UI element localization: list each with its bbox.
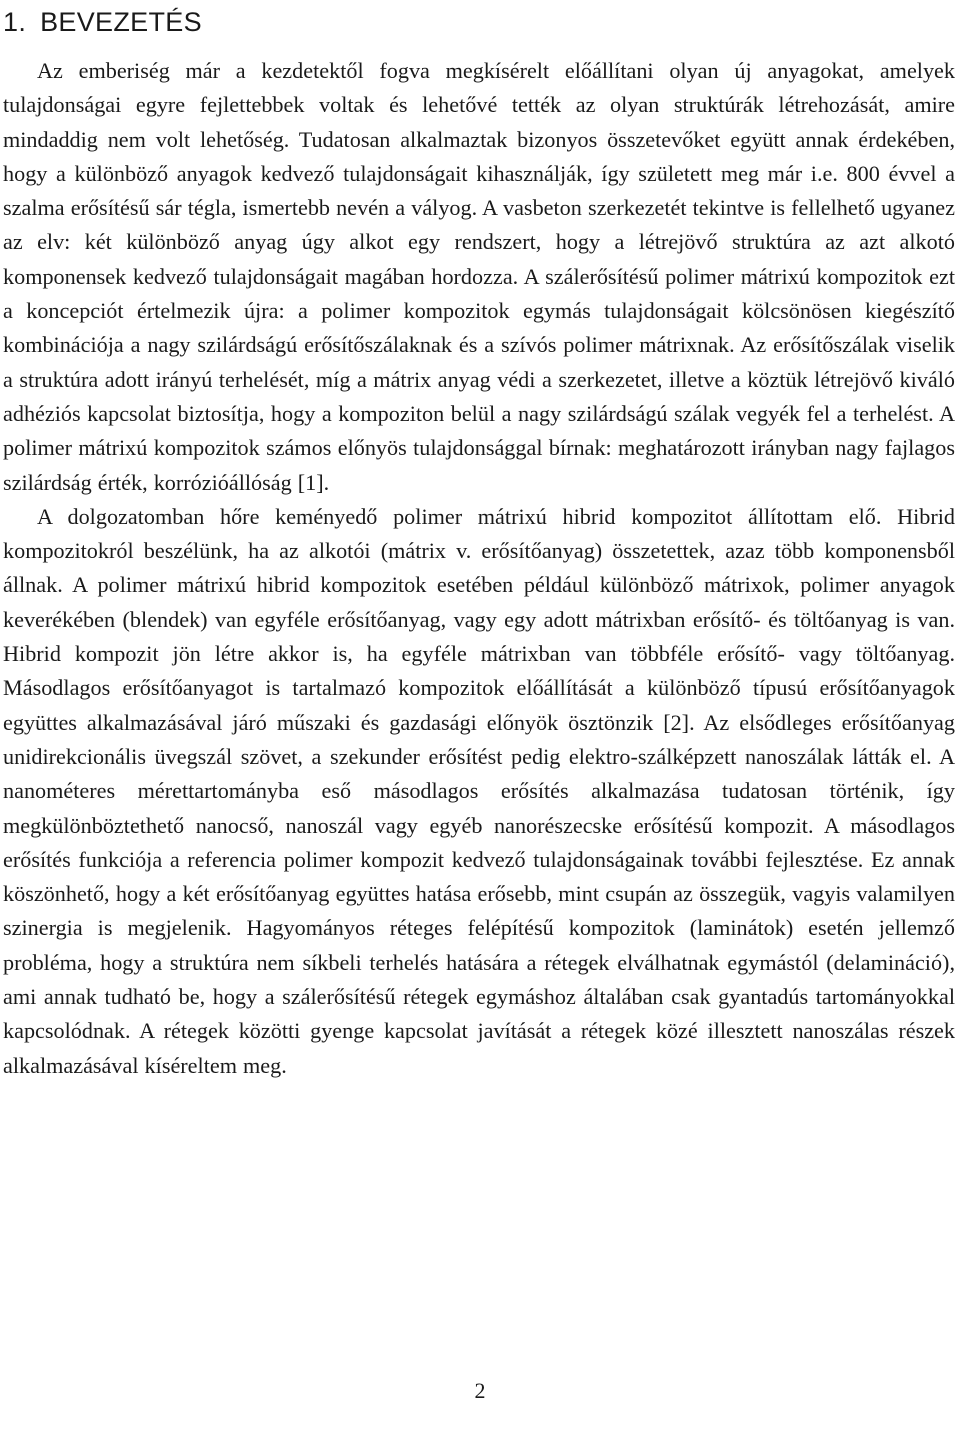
paragraph-hybrid-composites: A dolgozatomban hőre keményedő polimer mátrixú hibrid kompozitot állítottam elő. Hibrid kompozitokról beszélünk, ha az alkotói (mátrix v. erősítőanyag) összetettek, azaz több komponensből állnak. A polimer mátrixú hibrid kompozitok esetében például különböző mátrixok, polimer anyagok keverékében (blendek) van egyféle erősítőanyag, vagy egy adott mátrixban erősítő- és töltőanyag is van. Hibrid kompozit jön létre akkor is, ha egyféle mátrixban van többféle erősítő- vagy töltőanyag. Másodlagos erősítőanyagot is tartalmazó kompozitok előállítását a különböző típusú erősítőanyagok együttes alkalmazásával járó műszaki és gazdasági előnyök ösztönzik [2]. Az elsődleges erősítőanyag unidirekcionális üvegszál szövet, a szekunder erősítést pedig elektro-szálképzett nanoszálak látták el. A nanométeres mérettartományba eső másodlagos erősítés alkalmazása tudatosan történik, így megkülönböztethető nanocső, nanoszál vagy egyéb nanorészecske erősítésű kompozit. A másodlagos erősítés funkciója a referencia polimer kompozit kedvező tulajdonságainak további fejlesztése. Ez annak köszönhető, hogy a két erősítőanyag együttes hatása erősebb, mint csupán az összegük, vagyis valamilyen szinergia is megjelenik. Hagyományos réteges felépítésű kompozitok (laminátok) esetén jellemző probléma, hogy a struktúra nem síkbeli terhelés hatására a rétegek elválhatnak egymástól (delamináció), ami annak tudható be, hogy a szálerősítésű rétegek egymáshoz általában csak gyantadús tartományokkal kapcsolódnak. A rétegek közötti gyenge kapcsolat javítását a rétegek közé illesztett nanoszálas részek alkalmazásával kíséreltem meg. xyxy=(3,503,955,1078)
page-number: 2 xyxy=(474,1378,486,1403)
section-heading xyxy=(3,0,955,42)
paragraph-intro: Az emberiség már a kezdetektől fogva megkísérelt előállítani olyan új anyagokat, amelyek tulajdonságai egyre fejlettebbek voltak és lehetővé tették az olyan struktúrák létrehozását, amire mindaddig nem volt lehetőség. Tudatosan alkalmaztak bizonyos összetevőket együtt annak érdekében, hogy a különböző anyagok kedvező tulajdonságait kihasználják, így született meg már i.e. 800 évvel a szalma erősítésű sár tégla, ismertebb nevén a vályog. A vasbeton szerkezetét tekintve is fellelhető ugyanez az elv: két különböző anyag úgy alkot egy rendszert, hogy a létrejövő struktúra az azt alkotó komponensek kedvező tulajdonságait magában hordozza. A szálerősítésű polimer mátrixú kompozitok ezt a koncepciót értelmezik újra: a polimer kompozitok egymás tulajdonságait kölcsönösen kiegészítő kombinációja a nagy szilárdságú erősítőszálaknak és a szívós polimer mátrixnak. Az erősítőszálak viselik a struktúra adott irányú terhelését, míg a mátrix anyag védi a szerkezetet, illetve a köztük létrejövő kiváló adhéziós kapcsolat biztosítja, hogy a kompoziton belül a nagy szilárdságú szálak vegyék fel a terhelést. A polimer mátrixú kompozitok számos előnyös tulajdonsággal bírnak: meghatározott irányban nagy fajlagos szilárdság érték, korrózióállóság [1]. xyxy=(3,58,955,495)
body-text xyxy=(3,54,955,1083)
section-title: BEVEZETÉS xyxy=(40,7,202,37)
section-number: 1. xyxy=(3,7,27,37)
